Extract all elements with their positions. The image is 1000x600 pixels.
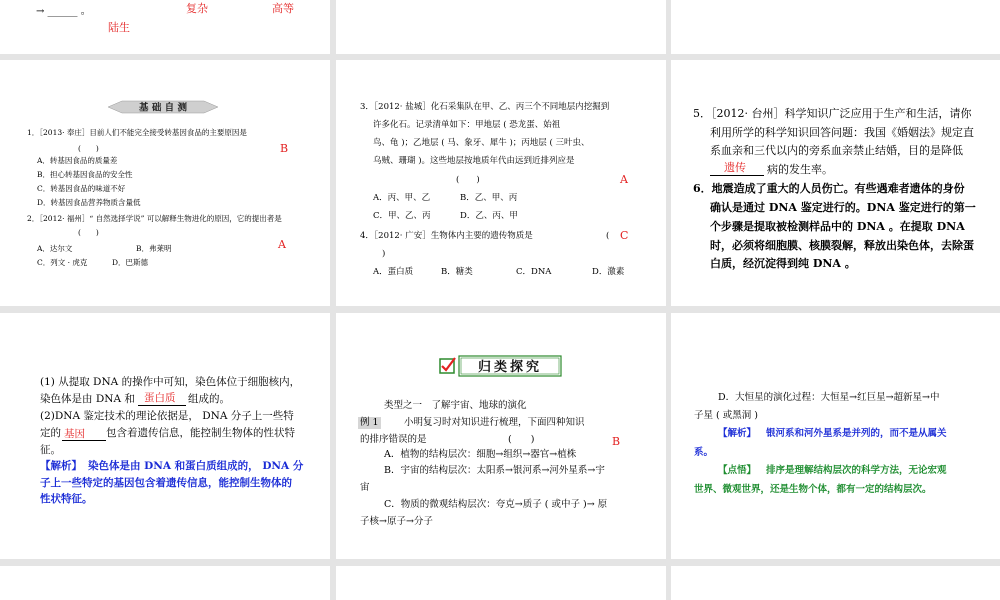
answer-line: (1) 从提取 DNA 的操作中可知，染色体位于细胞核内， — [40, 376, 301, 388]
question-5-line: 5．［2012· 台州］科学知识广泛应用于生产和生活，请你 — [693, 107, 972, 120]
banner-text: 基 础 自 测 — [139, 102, 187, 114]
explanation-text: 银河系和河外星系是并列的，而不是从属关 — [766, 428, 947, 439]
example-label: 例 1 — [360, 417, 379, 428]
slide-thumbnail-10[interactable] — [0, 566, 330, 600]
option-text: B．糖类 — [441, 267, 473, 277]
question-6-line: 个步骤是提取被检测样品中的 DNA 。在提取 DNA — [710, 220, 965, 233]
question-6-line: 白质，经沉淀得到纯 DNA 。 — [710, 257, 856, 270]
explanation-label: 【解析】 — [40, 460, 82, 472]
question-6-line: 时，必须将细胞膜、核膜裂解，释放出染色体，去除蛋 — [710, 239, 974, 252]
tip-text: 排序是理解结构层次的科学方法，无论宏观 — [766, 465, 947, 476]
slide-thumbnail-1[interactable] — [0, 0, 330, 54]
example-text: 小明复习时对知识进行梳理，下面四种知识 — [404, 417, 585, 428]
section-banner — [108, 100, 218, 114]
option-text: D．巴斯德 — [112, 258, 149, 267]
example-text: 的排序错误的是 — [360, 434, 427, 445]
blank-underline — [710, 175, 764, 176]
option-text: D．激素 — [592, 267, 625, 277]
question-5-line: 病的发生率。 — [767, 163, 833, 176]
option-text: D．大恒星的演化过程：大恒星→红巨星→超新星→中 — [718, 392, 940, 403]
slide-thumbnail-11[interactable] — [336, 566, 666, 600]
question-1-paren: ( ) — [78, 144, 99, 153]
section-tag — [437, 355, 563, 377]
answer-text: 高等 — [272, 2, 294, 15]
option-text: C．列文 · 虎克 — [37, 258, 88, 267]
question-3-line: 许多化石。记录清单如下：甲地层 ( 恐龙蛋、始祖 — [373, 120, 561, 130]
fill-blank-tail: → ______ 。 — [36, 6, 91, 17]
option-text: D．乙、丙、甲 — [460, 211, 518, 221]
answer-line: 染色体是由 DNA 和 — [40, 393, 135, 405]
explanation-label: 【解析】 — [718, 428, 757, 439]
explanation-text: 子上一些特定的基因包含着遗传信息，能控制生物体的 — [40, 477, 292, 489]
question-3-line: 鸟、龟 )；乙地层 ( 马、象牙、犀牛 )；丙地层 ( 三叶虫、 — [373, 138, 590, 148]
answer-line: 组成的。 — [188, 393, 230, 405]
option-text: 子核→原子→分子 — [360, 516, 433, 527]
blank-underline — [138, 405, 186, 406]
question-6-line: 6．地震造成了重大的人员伤亡。有些遇难者遗体的身份 — [693, 182, 965, 195]
blank-answer: 遗传 — [724, 161, 746, 174]
slide-thumbnail-2[interactable] — [336, 0, 666, 54]
question-6-line: 确认是通过 DNA 鉴定进行的。DNA 鉴定进行的第一 — [710, 201, 976, 214]
option-text: C．DNA — [516, 267, 552, 277]
answer-mark: B — [280, 142, 289, 155]
answer-mark: A — [278, 238, 286, 251]
question-2-paren: ( ) — [78, 228, 99, 237]
option-text: A．丙、甲、乙 — [373, 193, 431, 203]
option-text: C．转基因食品的味道不好 — [37, 184, 126, 193]
type-heading: 类型之一 了解宇宙、地球的演化 — [384, 400, 527, 411]
option-text: B．弗莱明 — [136, 244, 172, 253]
question-1: 1．［2013· 奉庄］目前人们不能完全接受转基因食品的主要原因是 — [27, 128, 247, 137]
tag-text: 归类探究 — [477, 360, 543, 375]
option-text: B．担心转基因食品的安全性 — [37, 170, 133, 179]
tip-text: 世界、微观世界，还是生物个体，都有一定的结构层次。 — [694, 484, 932, 495]
blank-underline — [62, 440, 106, 441]
paren-open: ( — [606, 231, 610, 241]
option-text: A．转基因食品的质量差 — [37, 156, 118, 165]
question-5-line: 利用所学的科学知识回答问题：我国《婚姻法》规定直 — [710, 126, 974, 139]
question-3-line: 乌贼、珊瑚 )。这些地层按地质年代由远到近排列应是 — [373, 156, 575, 166]
question-3-line: 3．［2012· 盐城］化石采集队在甲、乙、丙三个不同地层内挖掘到 — [360, 102, 610, 112]
blank-answer: 基因 — [64, 428, 85, 440]
tip-label: 【点悟】 — [718, 465, 757, 476]
slide-thumbnail-3[interactable] — [671, 0, 1000, 54]
paren-close: ) — [382, 249, 386, 259]
option-text: C．甲、乙、丙 — [373, 211, 431, 221]
answer-line: 定的 — [40, 427, 61, 439]
option-text: 子星 ( 或黑洞 ) — [694, 410, 758, 421]
question-5-line: 系血亲和三代以内的旁系血亲禁止结婚，目的是降低 — [710, 144, 963, 157]
slide-thumbnail-4[interactable] — [0, 60, 330, 306]
explanation-text: 性状特征。 — [40, 493, 93, 505]
answer-text: 陆生 — [108, 21, 130, 34]
answer-mark: A — [620, 173, 628, 186]
answer-line: 征。 — [40, 444, 61, 456]
option-text: A．植物的结构层次：细胞→组织→器官→植株 — [384, 449, 577, 460]
answer-line: 包含着遗传信息，能控制生物体的性状特 — [106, 427, 295, 439]
slide-thumbnail-12[interactable] — [671, 566, 1000, 600]
question-4: 4．［2012· 广安］生物体内主要的遗传物质是 — [360, 231, 533, 241]
option-text: B．宇宙的结构层次：太阳系→银河系→河外星系→宇 — [384, 465, 605, 476]
option-text: A．蛋白质 — [373, 267, 414, 277]
explanation-text: 系。 — [694, 447, 714, 458]
answer-mark: B — [612, 435, 621, 448]
option-text: A．达尔文 — [37, 244, 73, 253]
answer-line: (2)DNA 鉴定技术的理论依据是， DNA 分子上一些特 — [40, 410, 294, 422]
answer-mark: C — [620, 229, 629, 242]
option-text: D．转基因食品营养物质含量低 — [37, 198, 141, 207]
question-2: 2．［2012· 福州］“ 自然选择学说” 可以解释生物进化的原因，它的提出者是 — [27, 214, 282, 223]
explanation-text: 染色体是由 DNA 和蛋白质组成的， DNA 分 — [88, 460, 304, 472]
question-3-paren: ( ) — [456, 175, 480, 185]
option-text: 宙 — [360, 482, 370, 493]
example-paren: ( ) — [508, 434, 535, 445]
option-text: B．乙、甲、丙 — [460, 193, 518, 203]
answer-text: 复杂 — [186, 2, 208, 15]
option-text: C．物质的微观结构层次：夸克→质子 ( 或中子 )→ 原 — [384, 499, 608, 510]
blank-answer: 蛋白质 — [144, 392, 176, 404]
